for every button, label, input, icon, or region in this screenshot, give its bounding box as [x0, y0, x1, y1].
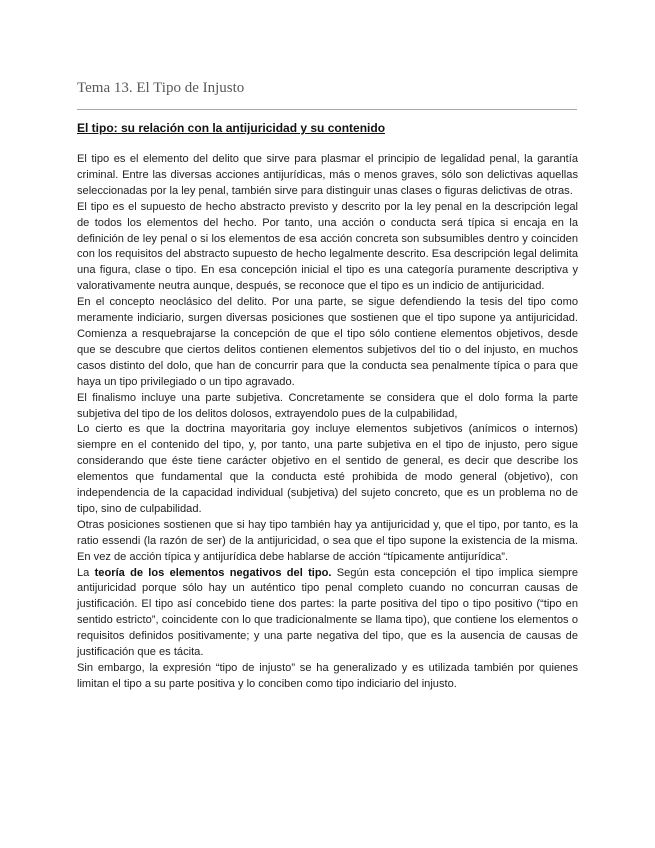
- paragraph-6: [77, 518, 578, 566]
- paragraph-text: Otras posiciones sostienen que si hay tipo también hay ya antijuricidad y, que el tipo, por tanto, es la ratio essendi (la razón de ser) de la antijuricidad, o sea que el tipo supone la existencia de la misma. En vez de acción típica y antijurídica debe hablarse de acción “típicamente antijurídica”.: [77, 518, 578, 563]
- paragraph-text: En el concepto neoclásico del delito. Por una parte, se sigue defendiendo la tesis del tipo como meramente indiciario, surgen diversas posiciones que sostienen que el tipo supone ya antijuricidad. Comienza a resquebrajarse la concepción de que el tipo sólo contiene elementos objetivos, desde que se descubre que ciertos delitos contienen elementos subjetivos del tio o del injusto, en muchos casos distinto del dolo, que han de concurrir para que la conducta sea penalmente típica o para que haya un tipo privilegiado o un tipo agravado.: [77, 296, 578, 388]
- section-heading: El tipo: su relación con la antijuricidad y su contenido: [77, 121, 386, 135]
- title-divider: [77, 109, 577, 110]
- paragraph-text: Sin embargo, la expresión “tipo de injusto” se ha generalizado y es utilizada también por quienes limitan el tipo a su parte positiva y lo conciben como tipo indiciario del injusto.: [77, 662, 578, 690]
- paragraph-1: [77, 152, 578, 200]
- paragraph-text: Según esta concepción el tipo implica siempre antijuricidad porque sólo hay un auténtico tipo penal completo cuando no concurran causas de justificación. El tipo así concebido tiene dos partes: la parte positiva del tipo o tipo positivo (“tipo en sentido estricto”, coincidente con lo que tradicionalmente se llama tipo), que contiene los elementos o requisitos definidos positivamente; y una parte negativa del tipo, que es la ausencia de causas de justificación que es tácita.: [77, 566, 579, 659]
- bold-term: teoría de los elementos negativos del tipo.: [94, 566, 332, 579]
- paragraph-8: [77, 661, 578, 693]
- paragraph-4: [77, 391, 578, 423]
- paragraph-2: [77, 200, 578, 295]
- paragraph-5: [77, 422, 578, 517]
- paragraph-7: [77, 566, 578, 661]
- paragraph-3: [77, 295, 578, 390]
- paragraph-text: El tipo es el elemento del delito que sirve para plasmar el principio de legalidad penal, la garantía criminal. Entre las diversas acciones antijurídicas, más o menos graves, sólo son delictivas aquellas seleccionadas por la ley penal, también sirve para distinguir unas clases o figuras delictivas de otras.: [77, 153, 578, 197]
- paragraph-lead: La: [77, 566, 95, 579]
- paragraph-text: El finalismo incluye una parte subjetiva. Concretamente se considera que el dolo forma la parte subjetiva del tipo de los delitos dolosos, extrayendolo pues de la culpabilidad,: [77, 391, 578, 420]
- paragraph-text: Lo cierto es que la doctrina mayoritaria goy incluye elementos subjetivos (anímicos o internos) siempre en el contenido del tipo, y, por tanto, una parte subjetiva en el tipo de injusto, pero sigue considerando que éste tiene carácter objetivo en el sentido de general, es decir que describe los elementos que fundamental que la conducta esté prohibida de modo general (objetivo), con independencia de la capacidad individual (subjetiva) del sujeto concreto, que es un problema no de tipo, sino de culpabilidad.: [77, 423, 578, 515]
- page-title: Tema 13. El Tipo de Injusto: [77, 80, 245, 96]
- body-text: [77, 152, 578, 693]
- paragraph-text: El tipo es el supuesto de hecho abstracto previsto y descrito por la ley penal en la descripción legal de todos los elementos del hecho. Por tanto, una acción o conducta será típica si encaja en la definición de ley penal o si los elementos de esa acción concreta son subsumibles dentro y coinciden con los requisitos del abstracto supuesto de hecho legalmente descrito. Esa descripción legal delimita una figura, clase o tipo. En esa concepción inicial el tipo es una categoría puramente descriptiva y valorativamente neutra aunque, después, se reconoce que el tipo es un indicio de antijuricidad.: [77, 200, 578, 293]
